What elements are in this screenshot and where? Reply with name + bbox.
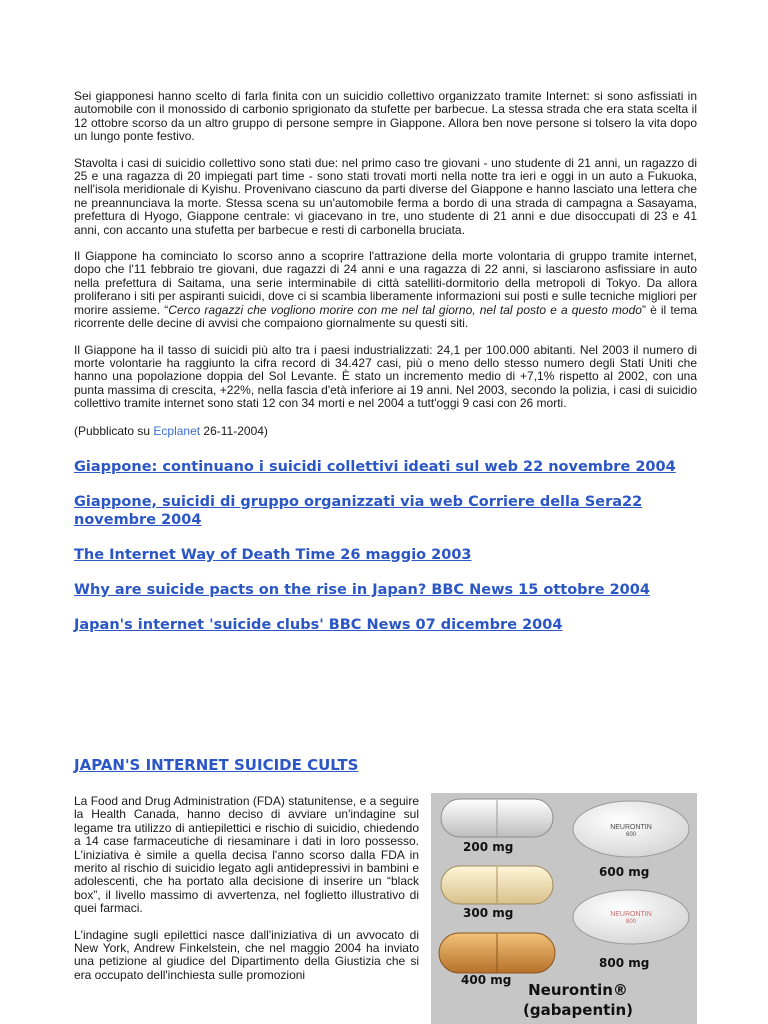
source-note	[74, 424, 697, 438]
dose-label: 600 mg	[599, 865, 650, 879]
figure-caption-brand: Neurontin®	[528, 981, 628, 999]
article-body	[74, 90, 697, 651]
dose-label: 400 mg	[461, 973, 512, 987]
capsule-400	[439, 933, 555, 973]
tablet-800-number: 800	[625, 919, 637, 925]
capsule-200	[441, 799, 553, 837]
related-links	[74, 458, 697, 634]
related-link[interactable]: The Internet Way of Death Time 26 maggio 2003	[74, 546, 472, 563]
related-link[interactable]: Why are suicide pacts on the rise in Japan? BBC News 15 ottobre 2004	[74, 581, 650, 598]
neurontin-image	[431, 793, 697, 1024]
dose-label: 800 mg	[599, 956, 650, 970]
paragraph-text: Il Giappone ha cominciato lo scorso anno a scoprire l'attrazione della morte volontaria di gruppo tramite internet, dopo che l'11 febbraio tre giovani, due ragazzi di 24 anni e una ragazza di 22 anni, si lasciarono asfissiare in auto nella prefettura di Saitama, una serie interminabile di città satelliti-dormitorio della metropoli di Tokyo. Da allora proliferano i siti per aspiranti suicidi, dove ci si scambia liberamente informazioni sui posti e sulle tecniche migliori per morire assieme. “	[74, 249, 697, 317]
paragraph: Il Giappone ha il tasso di suicidi più alto tra i paesi industrializzati: 24,1 per 100.000 abitanti. Nel 2003 il numero di morte volontarie ha raggiunto la cifra record di 34.427 casi, più o meno dello stesso numero degli Stati Uniti che hanno una popolazione doppia del Sol Levante. È stato un incremento medio di +7,1% rispetto al 2002, con una punta massima di crescita, +22%, nella fascia d'età inferiore ai 19 anni. Nel 2003, secondo la polizia, i casi di suicidio collettivo tramite internet sono stati 12 con 34 morti e nel 2004 a tutt'oggi 9 casi con 26 morti.	[74, 342, 697, 411]
paragraph: La Food and Drug Administration (FDA) statunitense, e a seguire la Health Canada, hanno deciso di avviare un'indagine sul legame tra utilizzo di antiepilettici e rischio di suicidio, chiedendo a 14 case farmaceutiche di riesaminare i dati in loro possesso. L'iniziativa è simile a quella decisa l'anno scorso dalla FDA in merito al rischio di suicidio legato agli antidepressivi in bambini e adolescenti, che ha portato alla decisione di inserire un “black box”, il livello massimo di avvertenza, nel foglietto illustrativo di quei farmaci.	[74, 794, 419, 916]
capsule-300	[441, 866, 553, 904]
paragraph-text: ” è il tema ricorrente delle decine di avvisi che compaiono giornalmente su questi siti.	[74, 302, 698, 331]
paragraph: L'indagine sugli epilettici nasce dall'iniziativa di un avvocato di New York, Andrew Finkelstein, che nel maggio 2004 ha inviato una petizione al giudice del Dipartimento della Giustizia che si era occupato dell'inchiesta sulle promozioni	[74, 927, 419, 982]
related-link[interactable]: Giappone, suicidi di gruppo organizzati via web Corriere della Sera22 novembre 2004	[74, 493, 643, 528]
source-link[interactable]: Ecplanet	[153, 423, 201, 438]
tablet-600-imprint: NEURONTIN	[610, 824, 652, 831]
paragraph: Sei giapponesi hanno scelto di farla finita con un suicidio collettivo organizzato tramite Internet: si sono asfissiati in automobile con il monossido di carbonio sprigionato da stufette per barbecue. La stessa strada che era stata scelta il 12 ottobre scorso da un altro gruppo di persone sempre in Giappone. Allora ben nove persone si tolsero la vita dopo un lungo ponte festivo.	[74, 89, 697, 144]
related-link[interactable]: Japan's internet 'suicide clubs' BBC News 07 dicembre 2004	[74, 616, 563, 633]
dose-label: 200 mg	[463, 840, 514, 854]
tablet-800-imprint: NEURONTIN	[610, 911, 652, 918]
source-suffix: 26-11-2004)	[200, 423, 268, 438]
section-title-link[interactable]: JAPAN'S INTERNET SUICIDE CULTS	[74, 756, 359, 774]
paragraph: Stavolta i casi di suicidio collettivo sono stati due: nel primo caso tre giovani - uno studente di 21 anni, un ragazzo di 25 e una ragazza di 20 impiegati part time - sono stati trovati morti nella notte tra ieri e oggi in un auto a Fukuoka, nell'isola meridionale di Kyishu. Provenivano ciascuno da parti diverse del Giappone e hanno lasciato una lettera che ne preannunciava la morte. Stessa scena su un'automobile ferma a bordo di una strada di campagna a Sasayama, prefettura di Hyogo, Giappone centrale: vi giacevano in tre, uno studente di 21 anni e due disoccupati di 23 e 41 anni, con accanto una stufetta per barbecue e resti di carbonella bruciata.	[74, 155, 697, 237]
figure-caption-generic: (gabapentin)	[522, 1001, 633, 1019]
bottom-article	[74, 795, 419, 995]
paragraph	[74, 250, 697, 330]
tablet-600-number: 600	[625, 832, 637, 838]
source-prefix: (Pubblicato su	[74, 423, 154, 438]
related-link[interactable]: Giappone: continuano i suicidi collettivi ideati sul web 22 novembre 2004	[74, 458, 676, 475]
quote-text: Cerco ragazzi che vogliono morire con me nel tal giorno, nel tal posto e a questo modo	[168, 302, 642, 317]
dose-label: 300 mg	[463, 906, 514, 920]
